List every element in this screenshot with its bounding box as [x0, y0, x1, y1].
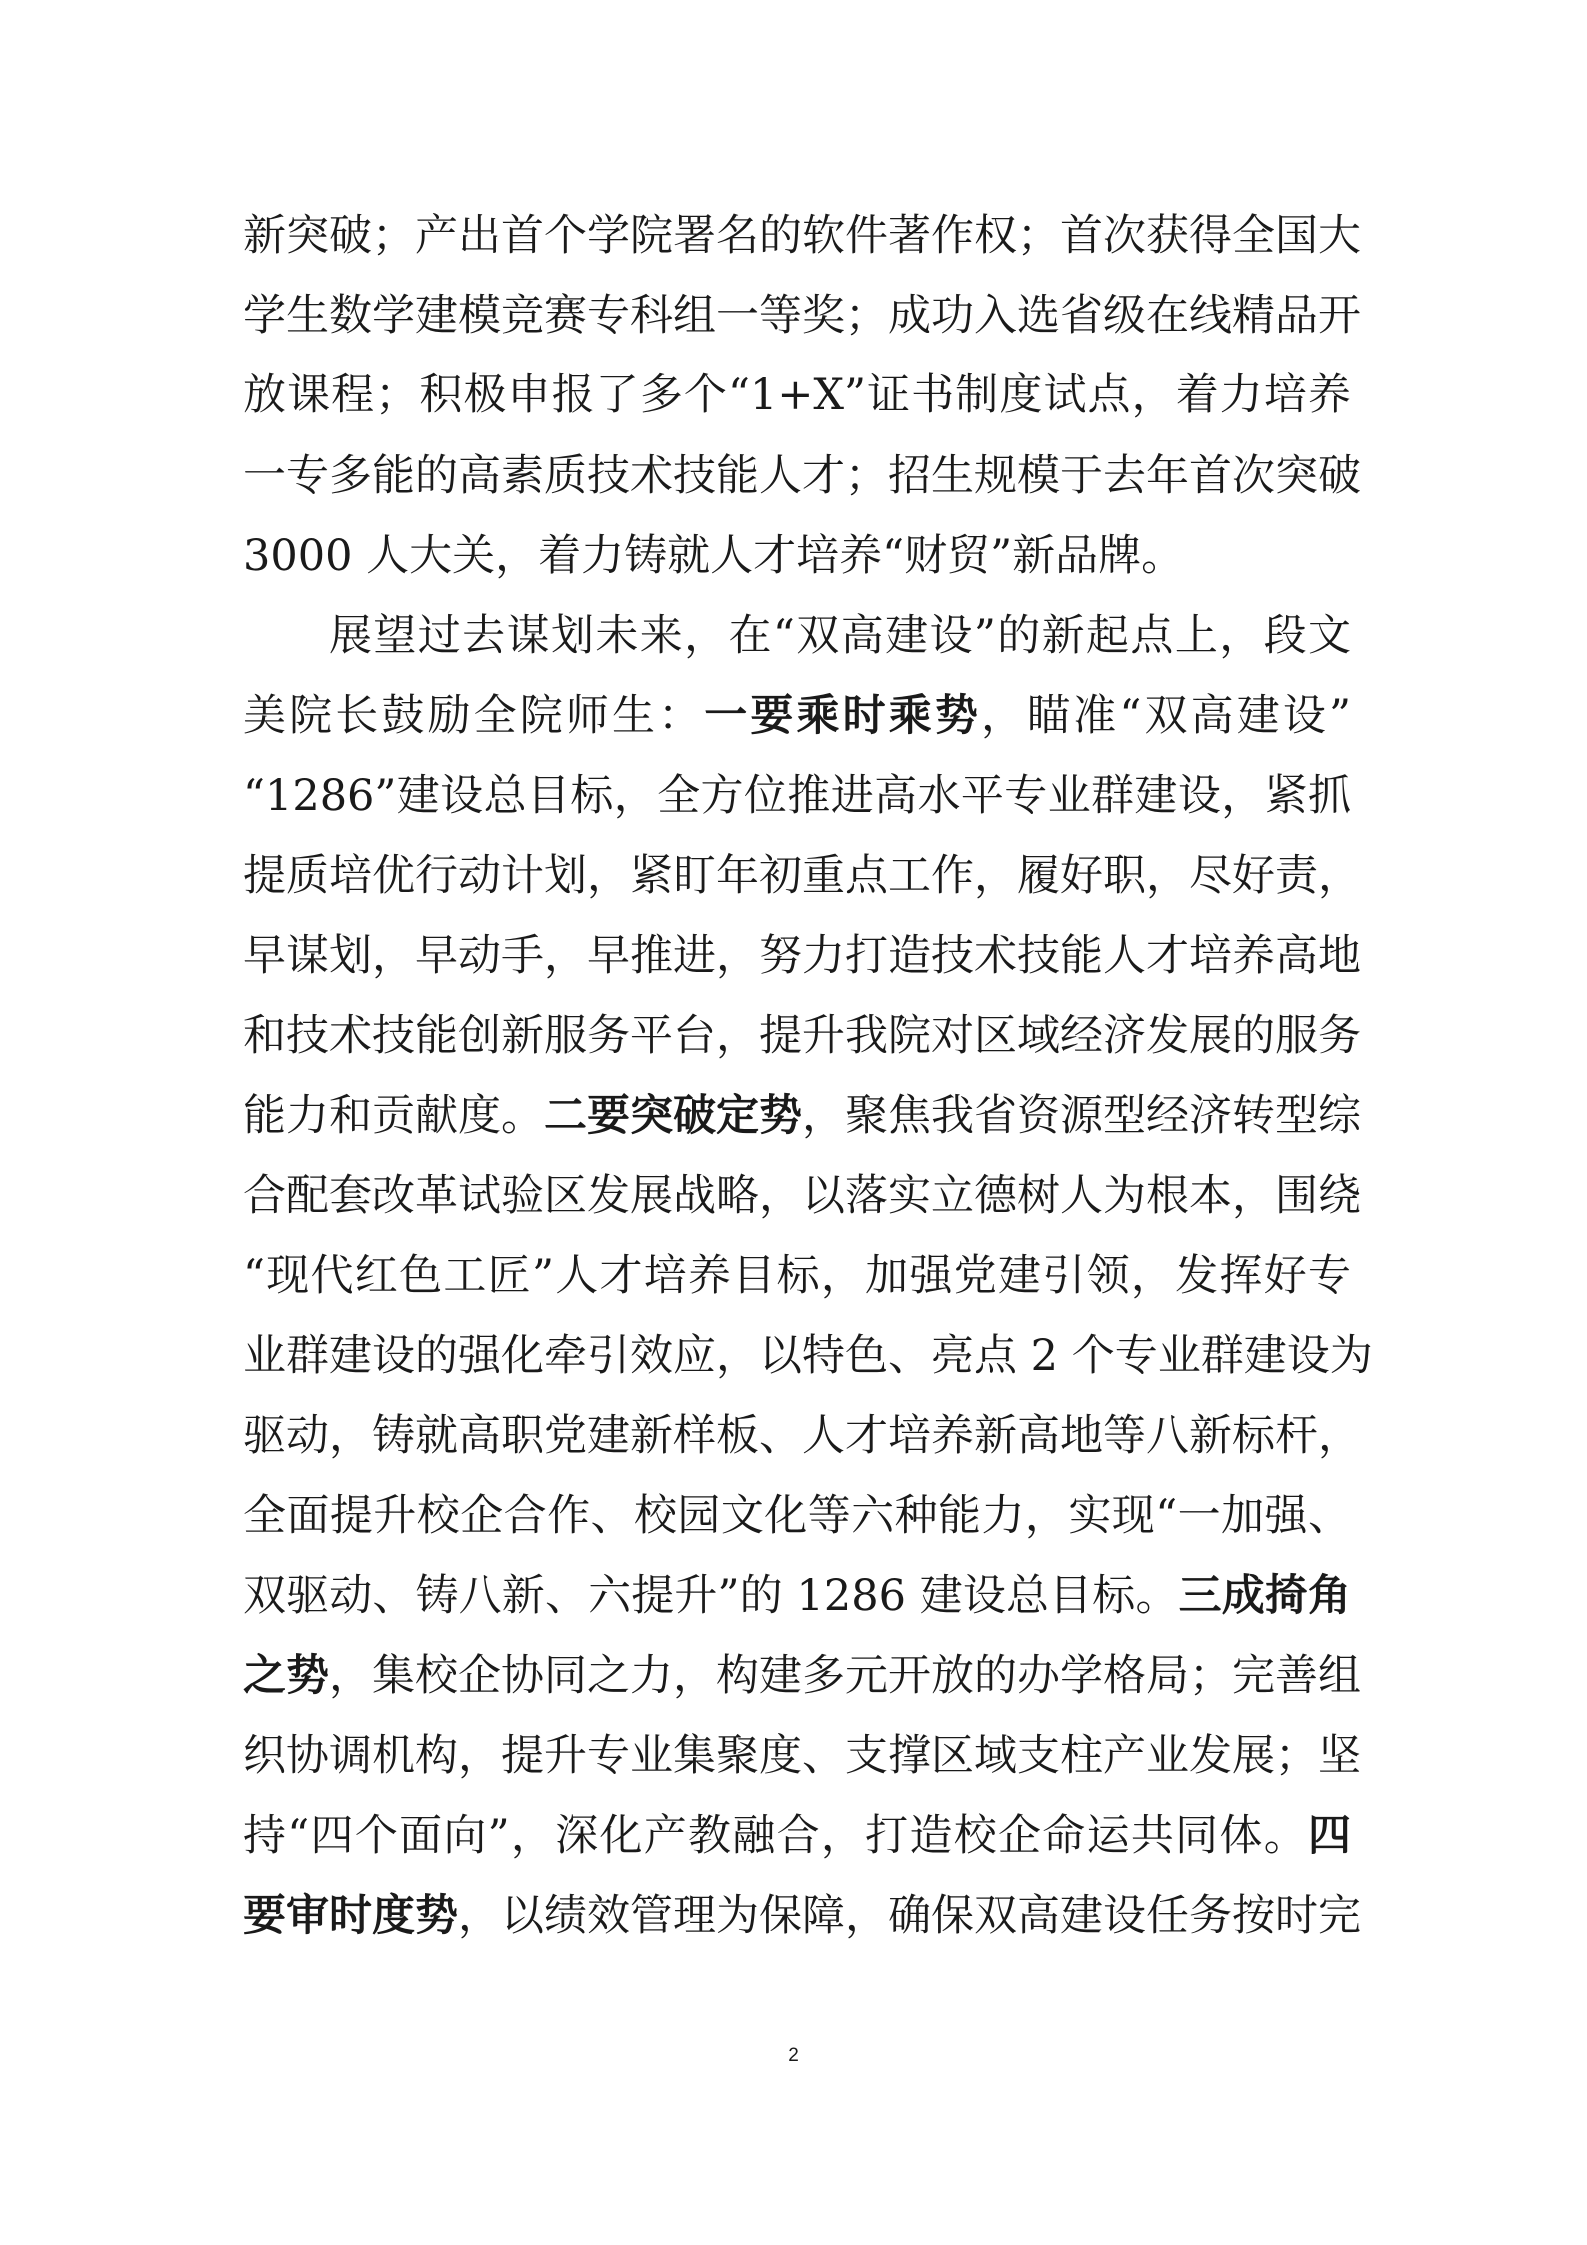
text-line: 展望过去谋划未来，在“双高建设”的新起点上，段文	[329, 611, 1351, 661]
bold-heading: 之势	[243, 1651, 329, 1701]
bold-heading: 三成掎角	[1178, 1571, 1351, 1621]
page-number: 2	[788, 2045, 799, 2066]
bold-heading: 二要突破定势	[544, 1091, 802, 1141]
text-line: 全面提升校企合作、校园文化等六种能力，实现“一加强、	[243, 1491, 1351, 1541]
text-span: 持“四个面向”，深化产教融合，打造校企命运共同体。	[243, 1811, 1308, 1861]
text-line: 一专多能的高素质技术技能人才；招生规模于去年首次突破	[243, 451, 1361, 501]
text-span: 美院长鼓励全院师生：	[243, 691, 705, 741]
text-line: 驱动，铸就高职党建新样板、人才培养新高地等八新标杆，	[243, 1411, 1361, 1461]
text-line: “1286”建设总目标，全方位推进高水平专业群建设，紧抓	[243, 771, 1351, 821]
bold-heading: 要审时度势	[243, 1891, 458, 1941]
text-line: 学生数学建模竞赛专科组一等奖；成功入选省级在线精品开	[243, 291, 1361, 341]
text-span: 能力和贡献度。	[243, 1091, 544, 1141]
text-line: 早谋划，早动手，早推进，努力打造技术技能人才培养高地	[243, 931, 1361, 981]
bold-heading: 一要乘时乘势	[704, 691, 982, 741]
text-line	[243, 1646, 1361, 1706]
text-line	[243, 1886, 1361, 1946]
text-line	[243, 1806, 1351, 1866]
text-line: 3000 人大关，着力铸就人才培养“财贸”新品牌。	[243, 531, 1185, 581]
text-line: “现代红色工匠”人才培养目标，加强党建引领，发挥好专	[243, 1251, 1351, 1301]
text-line: 提质培优行动计划，紧盯年初重点工作，履好职，尽好责，	[243, 851, 1361, 901]
text-span: ，瞄准“双高建设”	[981, 691, 1352, 741]
text-span: ，集校企协同之力，构建多元开放的办学格局；完善组	[329, 1651, 1361, 1701]
text-line	[243, 686, 1351, 746]
text-span: ，聚焦我省资源型经济转型综	[802, 1091, 1361, 1141]
text-span: 双驱动、铸八新、六提升”的 1286 建设总目标。	[243, 1571, 1179, 1621]
text-line: 放课程；积极申报了多个“1+X”证书制度试点，着力培养	[243, 370, 1351, 420]
text-line: 业群建设的强化牵引效应，以特色、亮点 2 个专业群建设为	[243, 1331, 1373, 1381]
text-line	[243, 1566, 1351, 1626]
text-line	[243, 1086, 1361, 1146]
text-line: 和技术技能创新服务平台，提升我院对区域经济发展的服务	[243, 1011, 1361, 1061]
text-span: ，以绩效管理为保障，确保双高建设任务按时完	[458, 1891, 1361, 1941]
bold-heading: 四	[1308, 1811, 1351, 1861]
text-line: 合配套改革试验区发展战略，以落实立德树人为根本，围绕	[243, 1171, 1361, 1221]
text-line: 织协调机构，提升专业集聚度、支撑区域支柱产业发展；坚	[243, 1731, 1361, 1781]
text-line: 新突破；产出首个学院署名的软件著作权；首次获得全国大	[243, 211, 1361, 261]
